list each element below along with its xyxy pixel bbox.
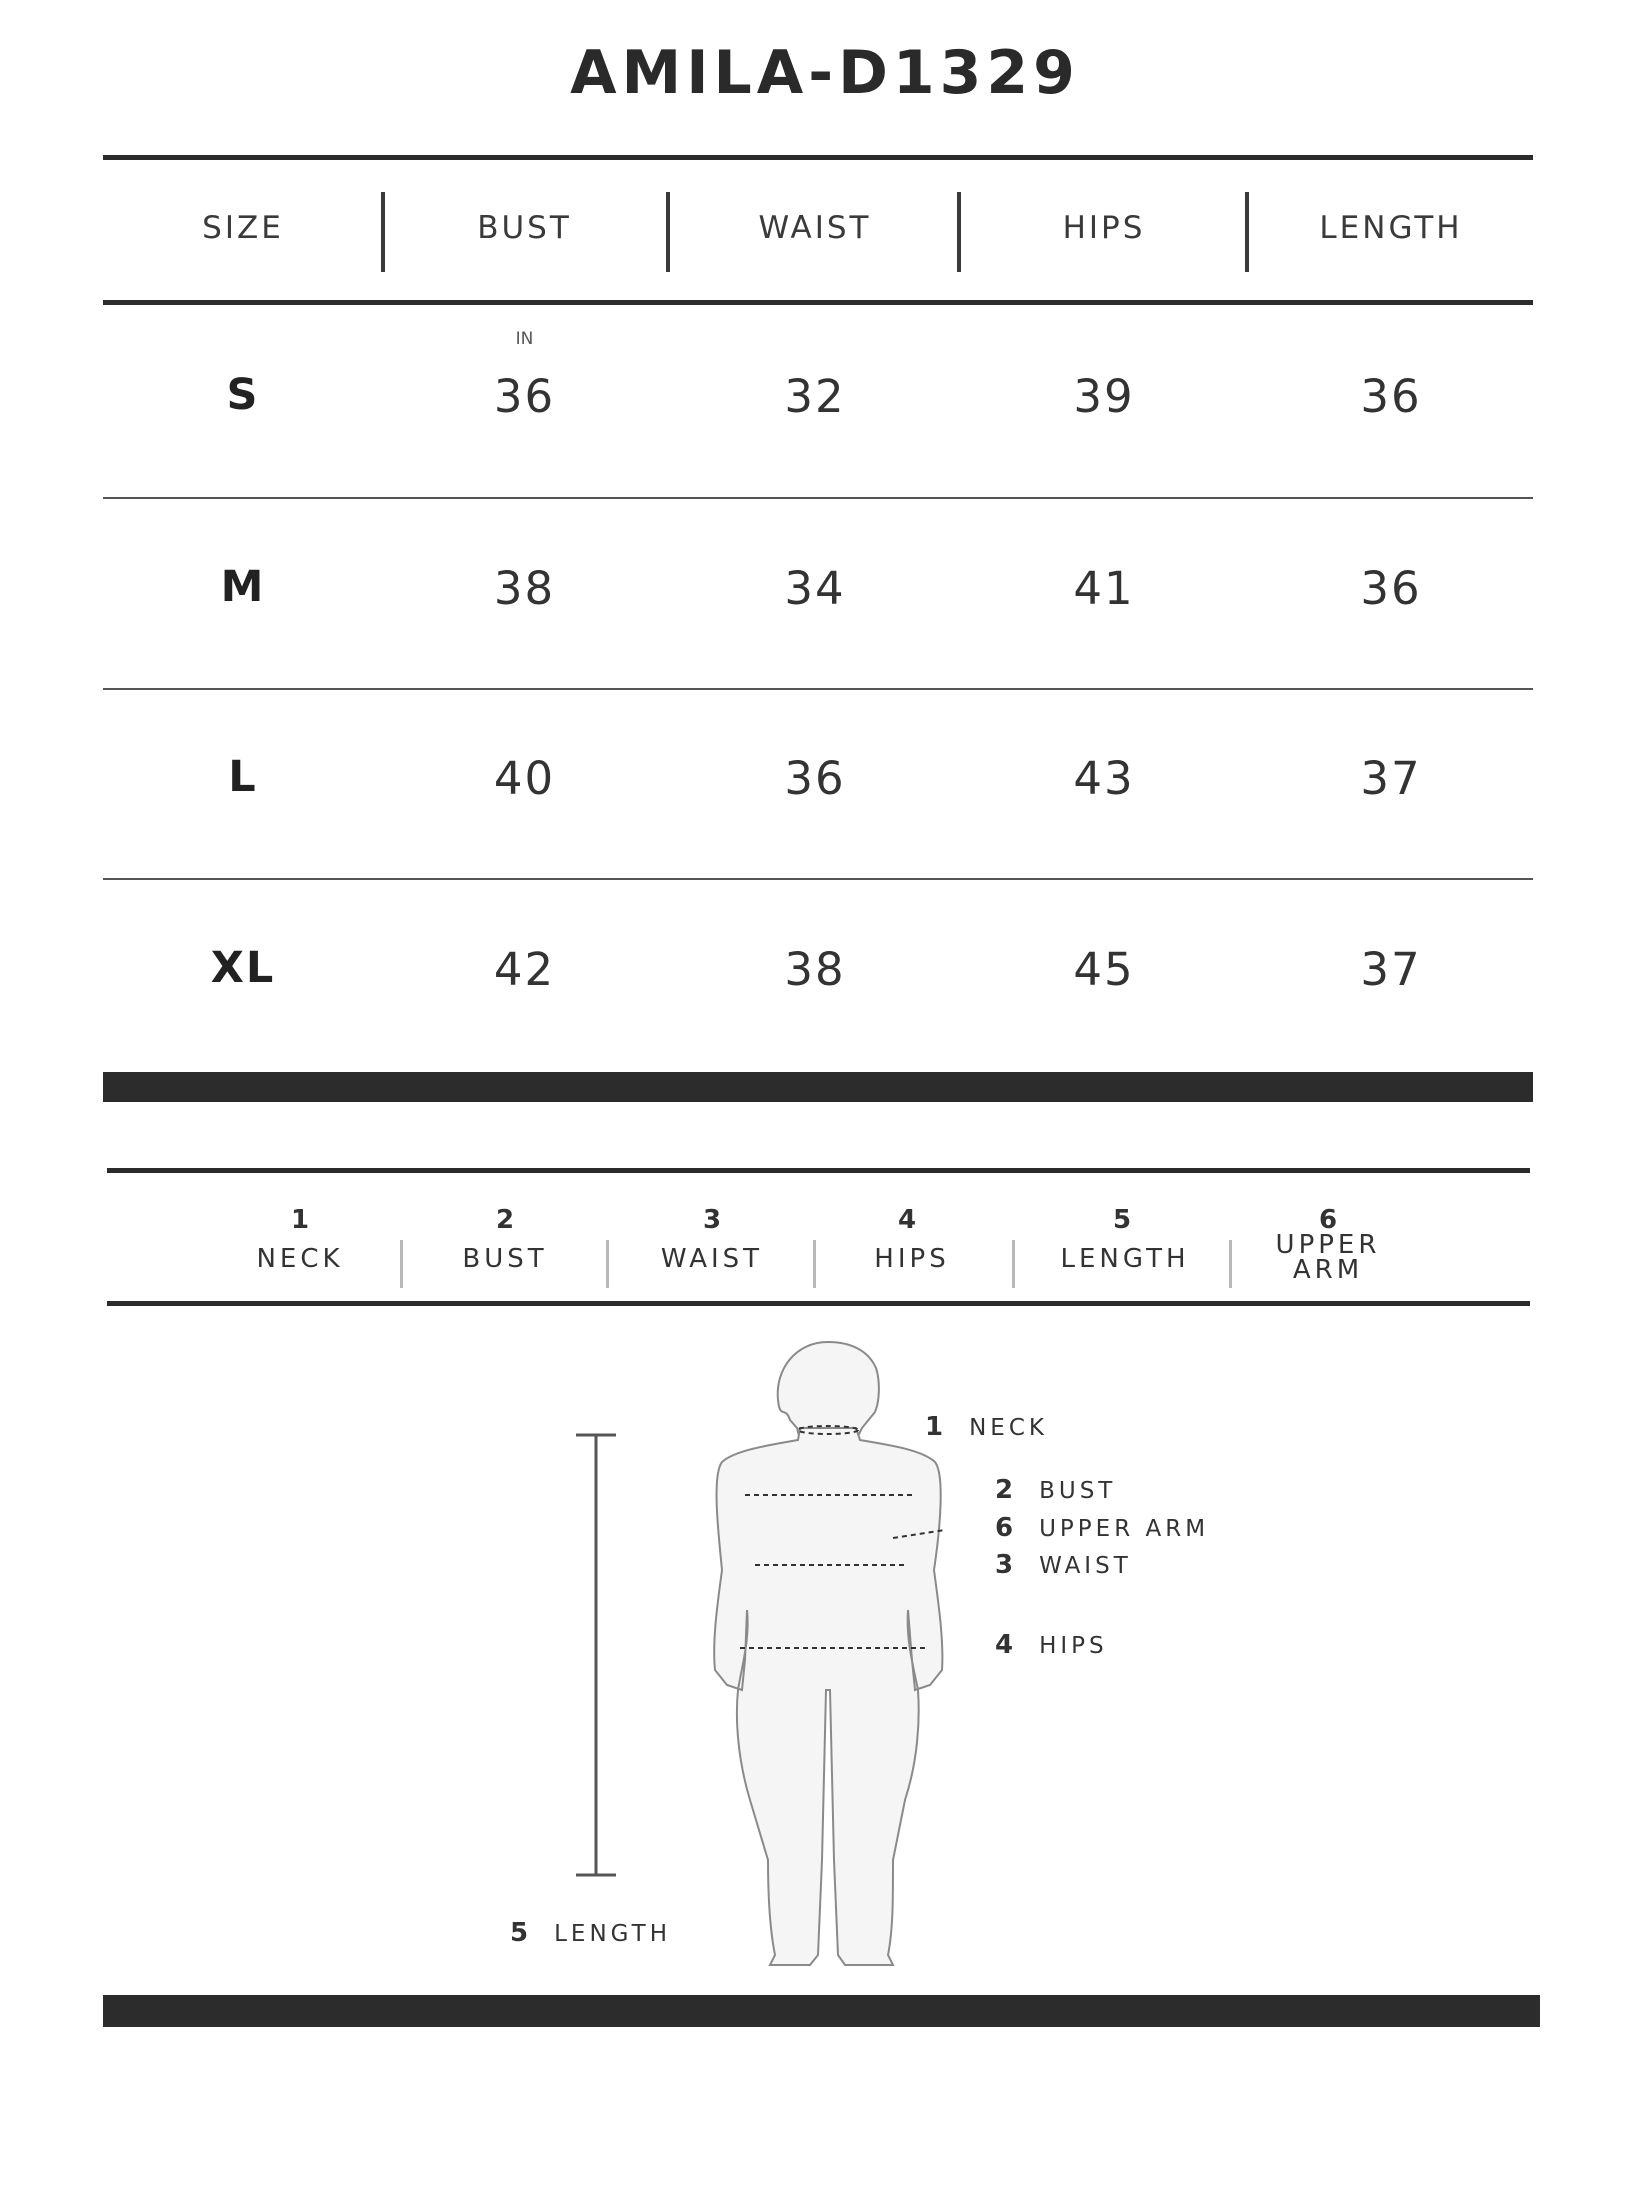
- diagram-label-hips: [995, 1630, 1108, 1660]
- waist-cell: 38: [784, 943, 846, 996]
- size-cell: S: [226, 370, 260, 420]
- guide-number: 1: [290, 1205, 310, 1235]
- guide-label-bust: BUST: [462, 1244, 548, 1274]
- bottom-bar: [103, 1995, 1540, 2027]
- bust-cell: 40: [493, 752, 556, 805]
- hips-cell: 43: [1073, 752, 1135, 805]
- diagram-text: HIPS: [1039, 1633, 1108, 1659]
- waist-cell: 32: [784, 370, 846, 423]
- diagram-number: 4: [995, 1630, 1018, 1660]
- bust-cell: 38: [493, 562, 556, 615]
- length-cell: 36: [1360, 562, 1422, 615]
- guide-number: 5: [1112, 1205, 1132, 1235]
- diagram-text: UPPER ARM: [1039, 1516, 1210, 1542]
- chart-title: AMILA-D1329: [570, 38, 1080, 108]
- header-length: LENGTH: [1319, 210, 1463, 246]
- size-cell: L: [228, 752, 258, 802]
- guide-label-waist: WAIST: [660, 1244, 764, 1274]
- size-cell: M: [220, 562, 266, 612]
- length-cell: 36: [1360, 370, 1422, 423]
- header-waist: WAIST: [758, 210, 872, 246]
- guide-number: 6: [1318, 1205, 1338, 1235]
- header-size: SIZE: [202, 210, 284, 246]
- guide-label-neck: NECK: [256, 1244, 344, 1274]
- header-hips: HIPS: [1062, 210, 1146, 246]
- bust-cell: 42: [493, 943, 556, 996]
- size-cell: XL: [210, 943, 276, 993]
- hips-cell: 41: [1073, 562, 1135, 615]
- length-cell: 37: [1360, 943, 1422, 996]
- diagram-text: BUST: [1039, 1478, 1117, 1504]
- hips-cell: 39: [1073, 370, 1135, 423]
- waist-cell: 36: [784, 752, 846, 805]
- diagram-text: LENGTH: [554, 1921, 671, 1947]
- bust-cell: 36: [493, 370, 556, 423]
- guide-number: 2: [495, 1205, 515, 1235]
- diagram-number: 1: [925, 1412, 948, 1442]
- diagram-number: 5: [510, 1918, 533, 1948]
- diagram-label-upper-arm: [995, 1513, 1209, 1543]
- diagram-label-length: [510, 1918, 671, 1948]
- diagram-label-waist: [995, 1550, 1132, 1580]
- guide-number: 3: [702, 1205, 722, 1235]
- diagram-label-bust: [995, 1475, 1116, 1505]
- guide-label-upper-arm: UPPER ARM: [1275, 1230, 1381, 1285]
- diagram-number: 3: [995, 1550, 1018, 1580]
- header-bust: BUST: [477, 210, 572, 246]
- diagram-text: WAIST: [1039, 1553, 1132, 1579]
- guide-label-length: LENGTH: [1060, 1244, 1190, 1274]
- length-indicator: [576, 1435, 616, 1875]
- hips-cell: 45: [1073, 943, 1135, 996]
- diagram-text: NECK: [969, 1415, 1048, 1441]
- guide-number: 4: [897, 1205, 917, 1235]
- guide-label-hips: HIPS: [874, 1244, 950, 1274]
- figure-silhouette: [714, 1342, 942, 1965]
- diagram-number: 6: [995, 1513, 1018, 1543]
- unit-label: IN: [515, 329, 534, 349]
- length-cell: 37: [1360, 752, 1422, 805]
- waist-cell: 34: [784, 562, 846, 615]
- diagram-number: 2: [995, 1475, 1018, 1505]
- diagram-label-neck: [925, 1412, 1048, 1442]
